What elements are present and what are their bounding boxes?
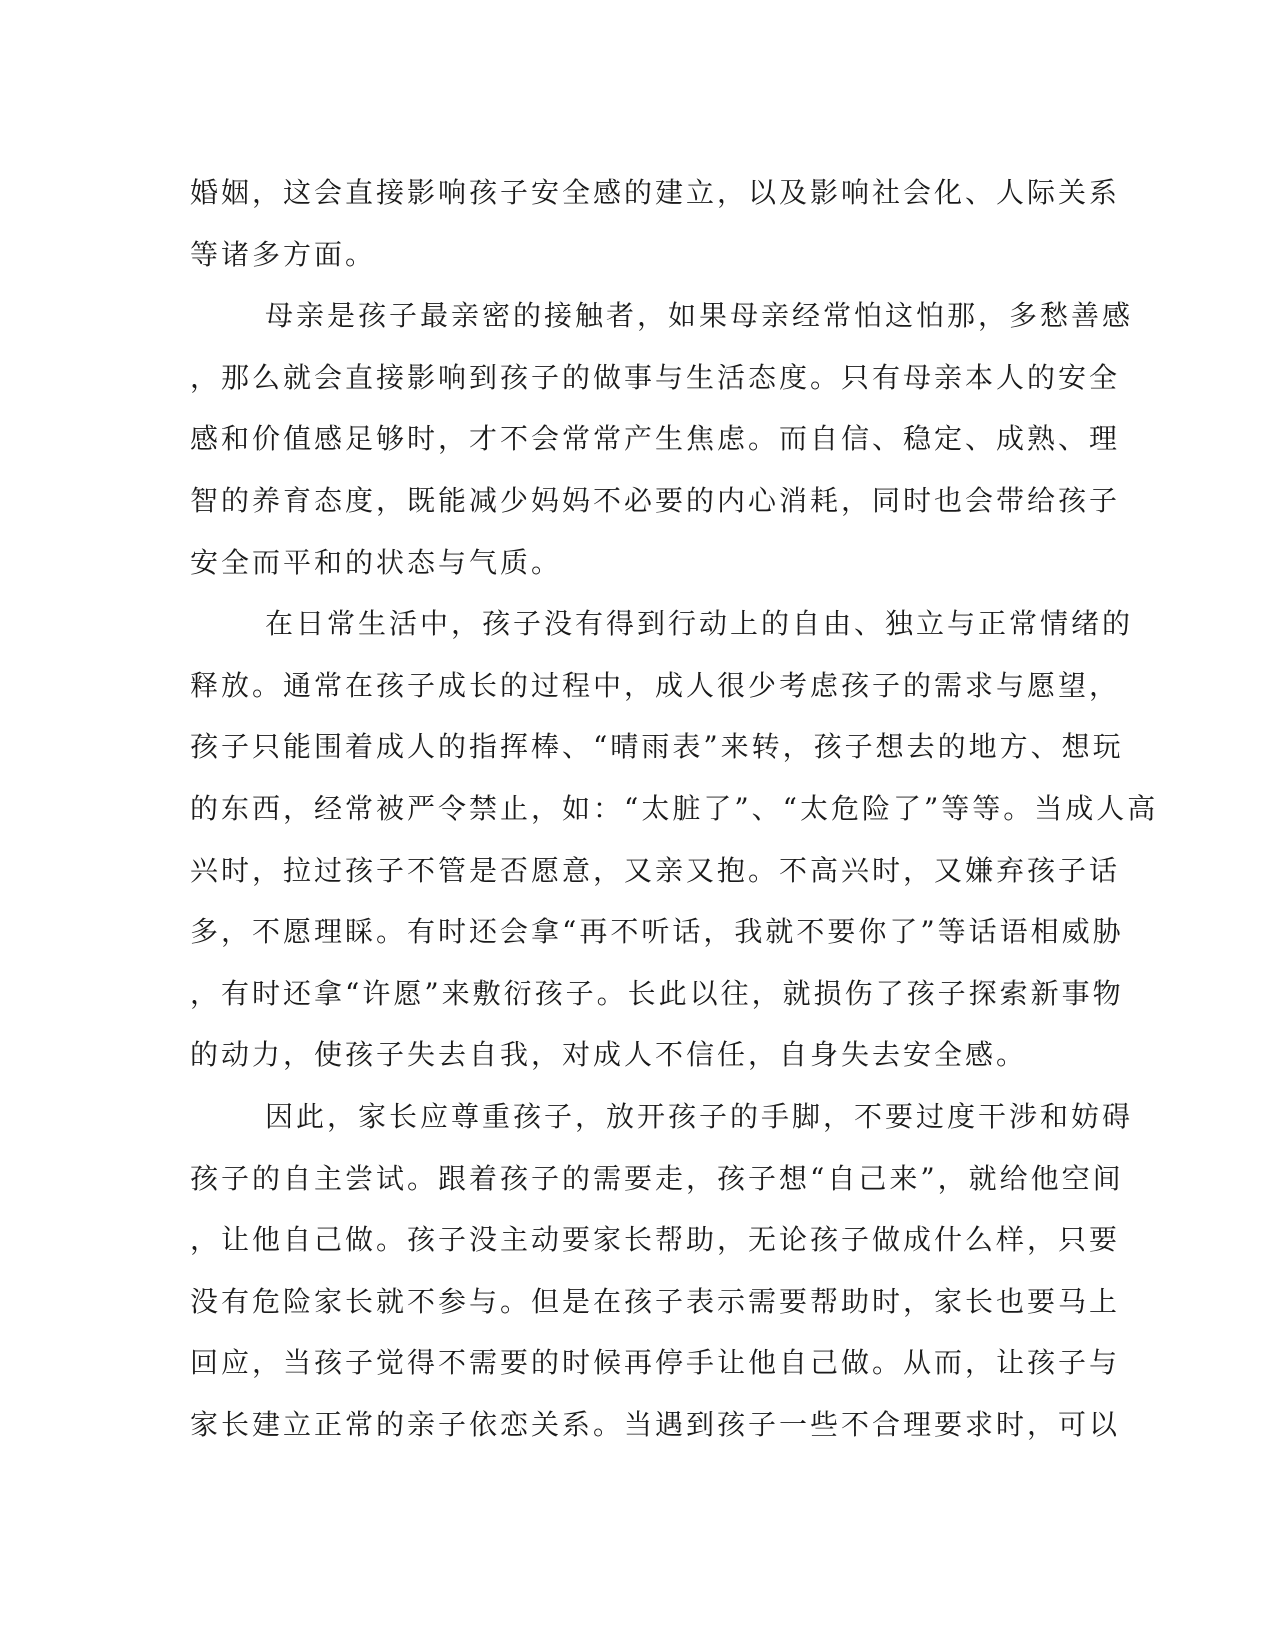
text-line: ，有时还拿“许愿”来敷衍孩子。长此以往，就损伤了孩子探索新事物 <box>190 976 1124 1010</box>
text-line: 等诸多方面。 <box>190 237 377 271</box>
text-line: ，让他自己做。孩子没主动要家长帮助，无论孩子做成什么样，只要 <box>190 1223 1121 1257</box>
text-line: 婚姻，这会直接影响孩子安全感的建立，以及影响社会化、人际关系 <box>190 176 1121 209</box>
paragraph-first-line: 母亲是孩子最亲密的接触者，如果母亲经常怕这怕那，多愁善感 <box>265 299 1134 333</box>
text-line: 多，不愿理睬。有时还会拿“再不听话，我就不要你了”等话语相威胁 <box>190 915 1124 949</box>
text-line: ，那么就会直接影响到孩子的做事与生活态度。只有母亲本人的安全 <box>190 360 1121 394</box>
text-line: 的动力，使孩子失去自我，对成人不信任，自身失去安全感。 <box>190 1038 1028 1072</box>
text-line: 兴时，拉过孩子不管是否愿意，又亲又抱。不高兴时，又嫌弃孩子话 <box>190 853 1121 887</box>
text-line: 回应，当孩子觉得不需要的时候再停手让他自己做。从而，让孩子与 <box>190 1346 1121 1380</box>
text-line: 安全而平和的状态与气质。 <box>190 545 563 579</box>
paragraph-first-line: 因此，家长应尊重孩子，放开孩子的手脚，不要过度干涉和妨碍 <box>265 1099 1134 1133</box>
text-line: 智的养育态度，既能减少妈妈不必要的内心消耗，同时也会带给孩子 <box>190 483 1121 517</box>
text-line: 释放。通常在孩子成长的过程中，成人很少考虑孩子的需求与愿望， <box>190 668 1121 702</box>
text-line: 的东西，经常被严令禁止，如：“太脏了”、“太危险了”等等。当成人高 <box>190 791 1159 825</box>
text-line: 家长建立正常的亲子依恋关系。当遇到孩子一些不合理要求时，可以 <box>190 1407 1121 1441</box>
text-line: 感和价值感足够时，才不会常常产生焦虑。而自信、稳定、成熟、理 <box>190 422 1121 456</box>
text-line: 孩子的自主尝试。跟着孩子的需要走，孩子想“自己来”，就给他空间 <box>190 1161 1124 1195</box>
document-body <box>190 162 1159 1455</box>
text-line: 孩子只能围着成人的指挥棒、“晴雨表”来转，孩子想去的地方、想玩 <box>190 730 1124 764</box>
paragraph-first-line: 在日常生活中，孩子没有得到行动上的自由、独立与正常情绪的 <box>265 607 1134 641</box>
text-line: 没有危险家长就不参与。但是在孩子表示需要帮助时，家长也要马上 <box>190 1284 1121 1318</box>
